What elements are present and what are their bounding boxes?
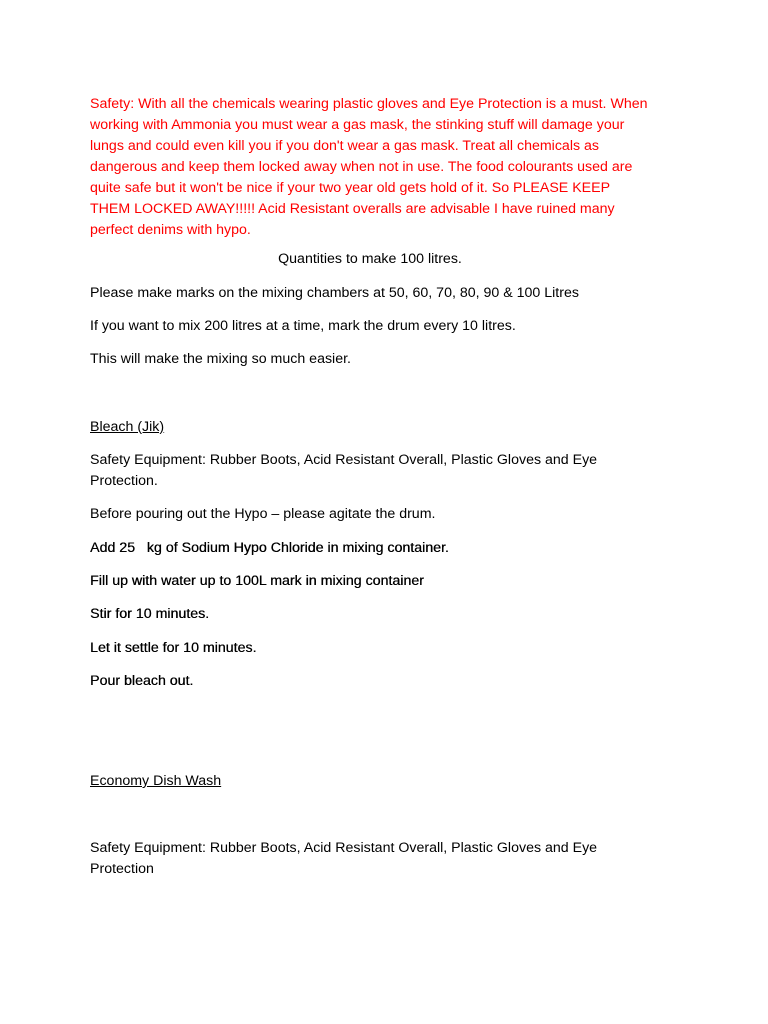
bleach-step: Stir for 10 minutes. <box>90 606 210 622</box>
dish-wash-safety-equipment: Safety Equipment: Rubber Boots, Acid Resistant Overall, Plastic Gloves and Eye Protection <box>90 840 598 877</box>
dish-wash-heading: Economy Dish Wash <box>90 773 222 789</box>
bleach-heading: Bleach (Jik) <box>90 419 165 435</box>
easier-note: This will make the mixing so much easier. <box>90 351 351 367</box>
bleach-agitate-note: Before pouring out the Hypo – please agitate the drum. <box>90 506 436 522</box>
quantities-heading: Quantities to make 100 litres. <box>278 251 462 267</box>
bleach-step: Add 25 kg of Sodium Hypo Chloride in mixing container. <box>90 540 449 556</box>
bleach-step: Let it settle for 10 minutes. <box>90 640 257 656</box>
bleach-step: Pour bleach out. <box>90 673 194 689</box>
mix-200-instruction: If you want to mix 200 litres at a time, mark the drum every 10 litres. <box>90 318 516 334</box>
bleach-step: Fill up with water up to 100L mark in mixing container <box>90 573 424 589</box>
marks-instruction: Please make marks on the mixing chambers at 50, 60, 70, 80, 90 & 100 Litres <box>90 285 579 301</box>
bleach-safety-equipment: Safety Equipment: Rubber Boots, Acid Resistant Overall, Plastic Gloves and Eye Protection. <box>90 452 598 489</box>
safety-warning: Safety: With all the chemicals wearing plastic gloves and Eye Protection is a must. When working with Ammonia you must wear a gas mask, the stinking stuff will damage your lungs and could even kill you if you don't wear a gas mask. Treat all chemicals as dangerous and keep them locked away when not in use. The food colourants used are quite safe but it won't be nice if your two year old gets hold of it. So PLEASE KEEP THEM LOCKED AWAY!!!!! Acid Resistant overalls are advisable I have ruined many perfect denims with hypo. <box>90 96 648 238</box>
